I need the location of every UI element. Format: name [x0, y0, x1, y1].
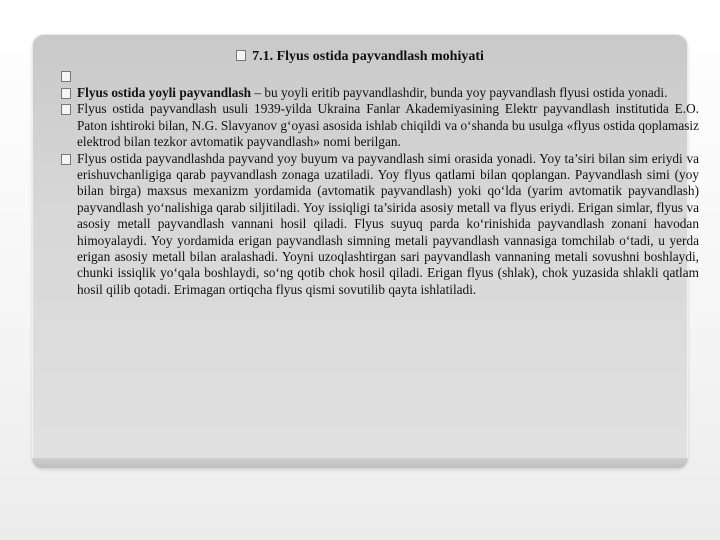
bullet-icon: [61, 71, 71, 82]
slide-title: 7.1. Flyus ostida payvandlash mohiyati: [252, 49, 484, 64]
bullet-icon: [61, 88, 71, 99]
bullet-body: – bu yoyli eritib payvandlashdir, bunda yoy payvandlash flyusi ostida yonadi.: [251, 85, 668, 100]
bullet-text: [77, 85, 699, 101]
bullet-icon: [61, 154, 71, 165]
bullet-item-definition: [61, 85, 701, 101]
bullet-body: Flyus ostida payvandlash usuli 1939-yilda Ukraina Fanlar Akademiyasining Elektr payvandlash institutida E.O. Paton ishtiroki bilan, N.G. Slavyanov g‘oyasi asosida ishlab chiqildi va o‘shanda bu usulga «flyus ostida qoplamasiz elektrod bilan tezkor avtomatik payvandlash» nomi berilgan.: [77, 101, 699, 150]
slide-title-row: [0, 48, 720, 66]
bullet-item-empty: [61, 68, 701, 85]
bullet-term: Flyus ostida yoyli payvandlash: [77, 85, 252, 100]
bullet-list: [61, 68, 701, 298]
bullet-body: Flyus ostida payvandlashda payvand yoy buyum va payvandlash simi orasida yonadi. Yoy ta’siri bilan sim eriydi va erishuvchanligiga qarab payvandlash zonaga uzatiladi. Yoy flyus qatlami bilan qoplangan. Payvandlash simi (yoy bilan birga) maxsus mexanizm yordamida (avtomatik payvandlash) yoki qo‘lda (yarim avtomatik payvandlash) payvandlash yo‘nalishiga qarab siljitiladi. Yoy issiqligi ta’sirida asosiy metall va flyus eriydi. Erigan simlar, flyus va asosiy metall payvandlash vannani hosil qiladi. Flyus suyuq parda ko‘rinishida payvandlash zonani havodan himoyalaydi. Yoy yordamida erigan payvandlash simning metali payvandlash vannasiga tomchilab o‘tadi, u yerda erigan asosiy metall bilan aralashadi. Yoyni uzoqlashtirgan sari payvandlash vannaning metali sovushni boshlaydi, chunki issiqlik yo‘qala boshlaydi, so‘ng qotib chok hosil qiladi. Erigan flyus (shlak), chok yuzasida shlakli qatlam hosil qilib qotadi. Erimagan ortiqcha flyus qismi sovutilib qayta ishlatiladi.: [77, 150, 699, 297]
bullet-item-process: [61, 151, 701, 299]
bullet-icon: [61, 104, 71, 115]
slide-card-bottom-edge: [32, 458, 688, 468]
bullet-icon: [236, 50, 246, 61]
bullet-item-history: [61, 101, 701, 150]
